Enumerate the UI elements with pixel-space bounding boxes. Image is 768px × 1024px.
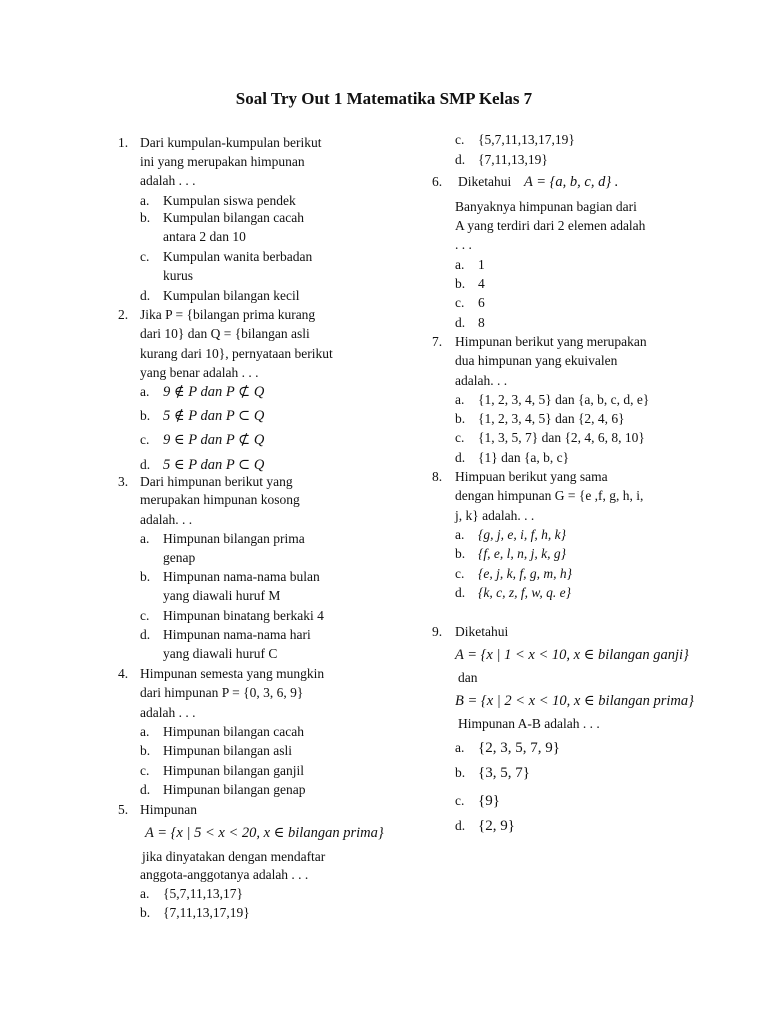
- option-text: Kumpulan siswa pendek: [163, 193, 296, 208]
- option-letter: a.: [455, 257, 465, 272]
- question-text: Himpunan berikut yang merupakan: [455, 334, 647, 349]
- option-letter: a.: [140, 531, 150, 546]
- option-text: {5,7,11,13,17}: [163, 886, 243, 901]
- question-text: dari 10} dan Q = {bilangan asli: [140, 326, 310, 341]
- option-math: 9 ∉ P dan P ⊄ Q: [163, 384, 265, 400]
- question-text: Himpuan berikut yang sama: [455, 469, 608, 484]
- option-letter: d.: [455, 315, 466, 330]
- question-number: 2.: [118, 307, 129, 322]
- option-text: {2, 9}: [478, 818, 515, 834]
- option-math: 5 ∈ P dan P ⊂ Q: [163, 457, 265, 473]
- option-text: genap: [163, 550, 196, 565]
- option-text: 8: [478, 315, 485, 330]
- question-text: adalah . . .: [140, 705, 196, 720]
- question-number: 7.: [432, 334, 443, 349]
- option-letter: d.: [455, 450, 466, 465]
- option-text: {e, j, k, f, g, m, h}: [478, 566, 573, 581]
- question-number: 9.: [432, 624, 443, 639]
- option-text: {1, 3, 5, 7} dan {2, 4, 6, 8, 10}: [478, 430, 645, 445]
- option-text: kurus: [163, 268, 193, 283]
- option-text: Himpunan nama-nama bulan: [163, 569, 320, 584]
- option-text: Himpunan bilangan cacah: [163, 724, 304, 739]
- question-text: Himpunan: [140, 802, 197, 817]
- option-letter: b.: [140, 210, 151, 225]
- option-text: {5,7,11,13,17,19}: [478, 132, 575, 147]
- option-letter: b.: [455, 411, 466, 426]
- question-text: ini yang merupakan himpunan: [140, 154, 305, 169]
- option-text: 6: [478, 295, 485, 310]
- option-text: Himpunan bilangan prima: [163, 531, 305, 546]
- option-text: {1, 2, 3, 4, 5} dan {2, 4, 6}: [478, 411, 625, 426]
- question-text: Banyaknya himpunan bagian dari: [455, 199, 637, 214]
- option-letter: c.: [140, 763, 150, 778]
- option-text: {2, 3, 5, 7, 9}: [478, 740, 560, 756]
- option-text: {7,11,13,19}: [478, 152, 548, 167]
- set-definition: A = {x | 5 < x < 20, x ∈ bilangan prima}: [145, 825, 384, 841]
- option-letter: c.: [140, 432, 150, 447]
- page-title: Soal Try Out 1 Matematika SMP Kelas 7: [235, 89, 533, 108]
- set-definition-a: A = {x | 1 < x < 10, x ∈ bilangan ganji}: [455, 647, 689, 663]
- option-letter: d.: [455, 152, 466, 167]
- option-letter: a.: [140, 724, 150, 739]
- question-text: Diketahui: [455, 624, 509, 639]
- option-letter: a.: [455, 740, 465, 755]
- question-text: merupakan himpunan kosong: [140, 492, 300, 507]
- question-number: 6.: [432, 174, 443, 189]
- option-text: Himpunan binatang berkaki 4: [163, 608, 324, 623]
- question-text: j, k} adalah. . .: [455, 508, 535, 523]
- question-text: yang benar adalah . . .: [140, 365, 259, 380]
- question-text: Diketahui: [458, 174, 512, 189]
- option-text: Himpunan bilangan genap: [163, 782, 306, 797]
- option-text: {3, 5, 7}: [478, 765, 530, 781]
- option-text: Kumpulan bilangan kecil: [163, 288, 300, 303]
- option-letter: d.: [455, 585, 466, 600]
- question-number: 1.: [118, 135, 129, 150]
- question-text: dan: [458, 670, 478, 685]
- option-letter: a.: [455, 527, 465, 542]
- option-text: yang diawali huruf C: [163, 646, 278, 661]
- question-number: 3.: [118, 474, 129, 489]
- option-text: 1: [478, 257, 485, 272]
- option-letter: b.: [140, 905, 151, 920]
- option-text: Himpunan nama-nama hari: [163, 627, 311, 642]
- option-letter: c.: [140, 249, 150, 264]
- option-letter: a.: [140, 193, 150, 208]
- option-letter: b.: [455, 765, 466, 780]
- question-text: adalah . . .: [140, 173, 196, 188]
- question-text: kurang dari 10}, pernyataan berikut: [140, 346, 333, 361]
- option-letter: b.: [140, 743, 151, 758]
- question-number: 5.: [118, 802, 129, 817]
- option-text: Kumpulan bilangan cacah: [163, 210, 304, 225]
- option-text: yang diawali huruf M: [163, 588, 281, 603]
- question-text: dari himpunan P = {0, 3, 6, 9}: [140, 685, 304, 700]
- option-letter: d.: [140, 627, 151, 642]
- option-letter: a.: [140, 886, 150, 901]
- option-letter: d.: [140, 457, 151, 472]
- option-letter: c.: [140, 608, 150, 623]
- question-number: 4.: [118, 666, 129, 681]
- question-text: dua himpunan yang ekuivalen: [455, 353, 618, 368]
- option-letter: d.: [455, 818, 466, 833]
- question-text: Himpunan semesta yang mungkin: [140, 666, 325, 681]
- question-text: dengan himpunan G = {e ,f, g, h, i,: [455, 488, 644, 503]
- option-letter: b.: [140, 569, 151, 584]
- option-text: Himpunan bilangan ganjil: [163, 763, 304, 778]
- question-text: adalah. . .: [140, 512, 193, 527]
- question-text: . . .: [455, 237, 472, 252]
- option-letter: a.: [455, 392, 465, 407]
- question-text: anggota-anggotanya adalah . . .: [140, 867, 309, 882]
- question-text: adalah. . .: [455, 373, 508, 388]
- option-letter: c.: [455, 430, 465, 445]
- question-text: Jika P = {bilangan prima kurang: [140, 307, 316, 322]
- option-letter: d.: [140, 288, 151, 303]
- question-text: Dari kumpulan-kumpulan berikut: [140, 135, 322, 150]
- option-text: {1} dan {a, b, c}: [478, 450, 570, 465]
- option-text: {f, e, l, n, j, k, g}: [478, 546, 567, 561]
- option-letter: a.: [140, 384, 150, 399]
- question-text: Himpunan A-B adalah . . .: [458, 716, 600, 731]
- option-letter: c.: [455, 132, 465, 147]
- option-letter: b.: [455, 276, 466, 291]
- option-math: 5 ∉ P dan P ⊂ Q: [163, 408, 265, 424]
- question-text: jika dinyatakan dengan mendaftar: [142, 849, 326, 864]
- option-text: antara 2 dan 10: [163, 229, 246, 244]
- question-text: A yang terdiri dari 2 elemen adalah: [455, 218, 646, 233]
- option-text: {9}: [478, 793, 500, 809]
- question-number: 8.: [432, 469, 443, 484]
- option-text: 4: [478, 276, 485, 291]
- option-text: Kumpulan wanita berbadan: [163, 249, 313, 264]
- set-definition-b: B = {x | 2 < x < 10, x ∈ bilangan prima}: [455, 693, 694, 709]
- option-letter: b.: [140, 408, 151, 423]
- question-text: Dari himpunan berikut yang: [140, 474, 293, 489]
- option-math: 9 ∈ P dan P ⊄ Q: [163, 432, 265, 448]
- option-letter: b.: [455, 546, 466, 561]
- option-text: Himpunan bilangan asli: [163, 743, 292, 758]
- option-text: {k, c, z, f, w, q. e}: [478, 585, 572, 600]
- set-definition: A = {a, b, c, d} .: [524, 174, 619, 190]
- option-letter: c.: [455, 295, 465, 310]
- option-letter: c.: [455, 566, 465, 581]
- option-letter: d.: [140, 782, 151, 797]
- option-letter: c.: [455, 793, 465, 808]
- option-text: {1, 2, 3, 4, 5} dan {a, b, c, d, e}: [478, 392, 650, 407]
- option-text: {7,11,13,17,19}: [163, 905, 250, 920]
- option-text: {g, j, e, i, f, h, k}: [478, 527, 567, 542]
